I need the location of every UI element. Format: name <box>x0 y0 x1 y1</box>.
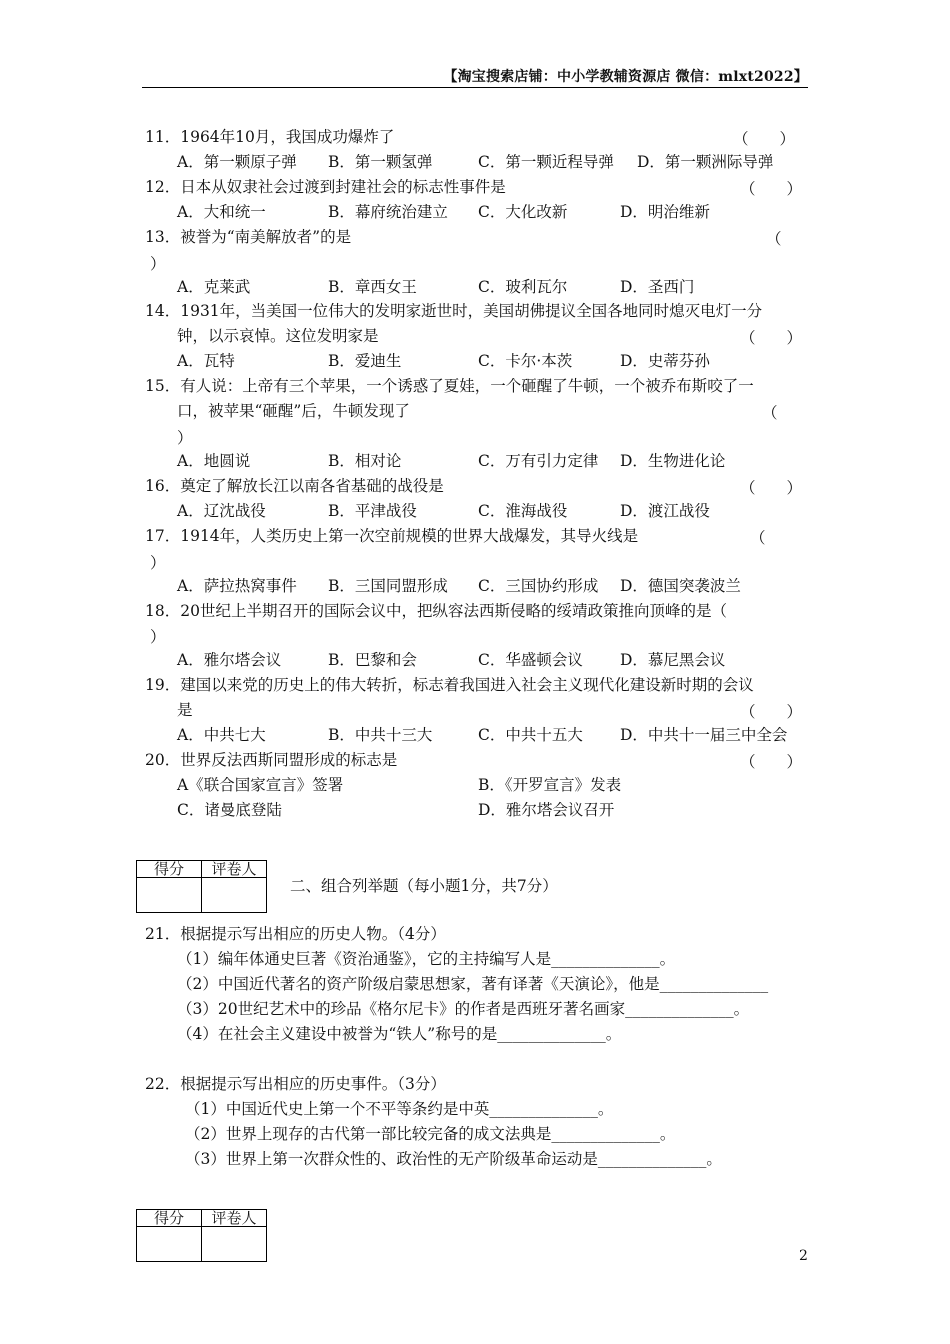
question-14-option-b: B．爱迪生 <box>328 352 402 370</box>
question-13-stem: 13．被誉为“南美解放者”的是 <box>145 228 352 246</box>
question-14-option-c: C．卡尔·本茨 <box>478 352 573 370</box>
question-13-bracket-close: ） <box>150 255 166 273</box>
question-19-option-a: A．中共七大 <box>177 726 266 744</box>
question-18-option-c: C．华盛顿会议 <box>478 651 583 669</box>
question-17-bracket-close: ） <box>150 554 166 572</box>
question-14-stem: 14．1931年，当美国一位伟大的发明家逝世时，美国胡佛提议全国各地同时熄灭电灯一分 <box>145 302 763 320</box>
grader-label: 评卷人 <box>202 861 267 878</box>
question-21-stem: 21．根据提示写出相应的历史人物。（4分） <box>145 925 446 943</box>
question-11-bracket: （ ） <box>733 130 796 148</box>
question-20-option-b: B．《开罗宣言》发表 <box>478 776 622 794</box>
question-11-option-b: B．第一颗氢弹 <box>328 153 433 171</box>
question-17-option-d: D．德国突袭波兰 <box>620 577 741 595</box>
question-20-option-a: A《联合国家宣言》签署 <box>177 776 344 794</box>
question-12-stem: 12．日本从奴隶社会过渡到封建社会的标志性事件是 <box>145 178 506 196</box>
question-11-option-c: C．第一颗近程导弹 <box>478 153 614 171</box>
question-20-bracket: （ ） <box>740 753 803 771</box>
question-16-bracket: （ ） <box>740 479 803 497</box>
question-13-bracket-open: （ <box>766 230 782 248</box>
grader-cell <box>202 878 267 913</box>
question-22-stem: 22．根据提示写出相应的历史事件。（3分） <box>145 1075 446 1093</box>
question-19-stem-cont: 是 <box>177 701 193 719</box>
question-21-item-4: （4）在社会主义建设中被誉为“铁人”称号的是______________。 <box>177 1025 622 1043</box>
header-text: 【淘宝搜索店铺：中小学教辅资源店 微信：mlxt2022】 <box>443 69 808 85</box>
question-20-stem: 20．世界反法西斯同盟形成的标志是 <box>145 751 398 769</box>
question-16-option-b: B．平津战役 <box>328 502 417 520</box>
question-15-option-c: C．万有引力定律 <box>478 452 599 470</box>
question-21-item-2: （2）中国近代著名的资产阶级启蒙思想家，著有译著《天演论》，他是______________ <box>177 975 769 993</box>
question-19-stem: 19．建国以来党的历史上的伟大转折，标志着我国进入社会主义现代化建设新时期的会议 <box>145 676 754 694</box>
question-13-option-a: A．克莱武 <box>177 278 251 296</box>
question-15-option-b: B．相对论 <box>328 452 402 470</box>
question-18-stem: 18．20世纪上半期召开的国际会议中，把纵容法西斯侵略的绥靖政策推向顶峰的是（ <box>145 602 727 620</box>
question-15-option-a: A．地圆说 <box>177 452 251 470</box>
question-22-item-2: （2）世界上现存的古代第一部比较完备的成文法典是______________。 <box>185 1125 676 1143</box>
question-20-option-d: D．雅尔塔会议召开 <box>478 801 615 819</box>
question-18-option-d: D．慕尼黑会议 <box>620 651 726 669</box>
question-15-stem-cont: 口，被苹果“砸醒”后，牛顿发现了 <box>177 402 410 420</box>
question-20-option-c: C．诸曼底登陆 <box>177 801 282 819</box>
question-21-item-1: （1）编年体通史巨著《资治通鉴》，它的主持编写人是______________。 <box>177 950 676 968</box>
question-14-option-a: A．瓦特 <box>177 352 235 370</box>
question-18-option-b: B．巴黎和会 <box>328 651 417 669</box>
question-17-stem: 17．1914年，人类历史上第一次空前规模的世界大战爆发，其导火线是 <box>145 527 639 545</box>
score-table <box>136 860 267 913</box>
question-19-option-b: B．中共十三大 <box>328 726 433 744</box>
question-18-bracket-close: ） <box>150 628 166 646</box>
section-2-title: 二、组合列举题（每小题1分，共7分） <box>290 877 558 895</box>
question-16-option-c: C．淮海战役 <box>478 502 568 520</box>
question-11-option-d: D．第一颗洲际导弹 <box>637 153 774 171</box>
question-15-bracket-close: ） <box>177 429 193 447</box>
question-16-option-a: A．辽沈战役 <box>177 502 266 520</box>
question-12-option-a: A．大和统一 <box>177 203 266 221</box>
question-12-bracket: （ ） <box>740 180 803 198</box>
grader-cell-2 <box>202 1227 267 1262</box>
question-14-option-d: D．史蒂芬孙 <box>620 352 710 370</box>
question-21-item-3: （3）20世纪艺术中的珍品《格尔尼卡》的作者是西班牙著名画家______________。 <box>177 1000 750 1018</box>
question-12-option-d: D．明治维新 <box>620 203 710 221</box>
score-label-2: 得分 <box>137 1210 202 1227</box>
score-label: 得分 <box>137 861 202 878</box>
question-11-stem: 11．1964年10月，我国成功爆炸了 <box>145 128 395 146</box>
question-18-option-a: A．雅尔塔会议 <box>177 651 282 669</box>
question-17-option-b: B．三国同盟形成 <box>328 577 448 595</box>
question-15-stem: 15．有人说：上帝有三个苹果，一个诱惑了夏娃，一个砸醒了牛顿，一个被乔布斯咬了一 <box>145 377 754 395</box>
question-16-stem: 16．奠定了解放长江以南各省基础的战役是 <box>145 477 444 495</box>
page-number: 2 <box>799 1248 808 1264</box>
question-19-option-d: D．中共十一届三中全会 <box>620 726 788 744</box>
question-14-bracket: （ ） <box>740 329 803 347</box>
question-22-item-1: （1）中国近代史上第一个不平等条约是中英______________。 <box>185 1100 614 1118</box>
question-22-item-3: （3）世界上第一次群众性的、政治性的无产阶级革命运动是______________。 <box>185 1150 722 1168</box>
header-rule <box>142 87 808 88</box>
question-19-bracket: （ ） <box>740 703 803 721</box>
question-13-option-b: B．章西女王 <box>328 278 417 296</box>
question-12-option-b: B．幕府统治建立 <box>328 203 448 221</box>
question-17-option-c: C．三国协约形成 <box>478 577 599 595</box>
question-16-option-d: D．渡江战役 <box>620 502 710 520</box>
question-17-option-a: A．萨拉热窝事件 <box>177 577 297 595</box>
score-cell-2 <box>137 1227 202 1262</box>
question-12-option-c: C．大化改新 <box>478 203 568 221</box>
question-15-option-d: D．生物进化论 <box>620 452 726 470</box>
question-11-option-a: A．第一颗原子弹 <box>177 153 297 171</box>
score-cell <box>137 878 202 913</box>
question-14-stem-cont: 钟，以示哀悼。这位发明家是 <box>177 327 379 345</box>
question-13-option-d: D．圣西门 <box>620 278 695 296</box>
question-15-bracket-open: （ <box>762 404 778 422</box>
question-19-option-c: C．中共十五大 <box>478 726 583 744</box>
score-table-2 <box>136 1209 267 1262</box>
question-17-bracket-open: （ <box>750 529 766 547</box>
grader-label-2: 评卷人 <box>202 1210 267 1227</box>
question-13-option-c: C．玻利瓦尔 <box>478 278 568 296</box>
